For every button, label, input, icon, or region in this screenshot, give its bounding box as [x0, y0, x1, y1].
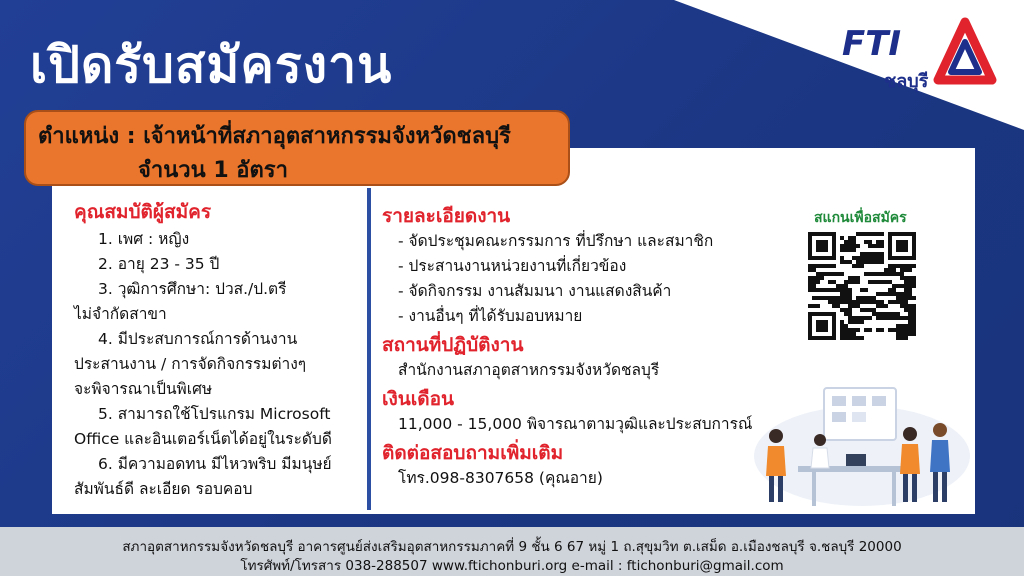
workplace-text: สำนักงานสภาอุตสาหกรรมจังหวัดชลบุรี: [398, 361, 660, 379]
office-illustration: [752, 370, 970, 510]
qualification-item: ไม่จำกัดสาขา: [74, 305, 167, 323]
qualification-item: Office และอินเตอร์เน็ตได้อยู่ในระดับดี: [74, 430, 332, 448]
workplace-heading: สถานที่ปฏิบัติงาน: [382, 334, 524, 356]
logo-subtext: ชลบุรี: [884, 71, 929, 92]
qualifications-section: [74, 200, 364, 502]
qualifications-heading: คุณสมบัติผู้สมัคร: [74, 201, 212, 223]
logo-text: FTI: [842, 24, 902, 64]
footer-address: สภาอุตสาหกรรมจังหวัดชลบุรี อาคารศูนย์ส่งเสริมอุตสาหกรรมภาคที่ 9 ชั้น 6 67 หมู่ 1 ถ.สุขุมวิท ต.เสม็ด อ.เมืองชลบุรี จ.ชลบุรี 20000: [122, 539, 902, 555]
qualification-item: จะพิจารณาเป็นพิเศษ: [74, 380, 213, 398]
qualification-item: 6. มีความอดทน มีไหวพริบ มีมนุษย์: [98, 455, 332, 473]
job-detail-item: - จัดกิจกรรม งานสัมมนา งานแสดงสินค้า: [398, 282, 672, 300]
job-details-section: [382, 200, 762, 491]
job-detail-item: - ประสานงานหน่วยงานที่เกี่ยวข้อง: [398, 257, 627, 275]
qr-label: สแกนเพื่อสมัคร: [814, 210, 907, 226]
job-detail-item: - งานอื่นๆ ที่ได้รับมอบหมาย: [398, 307, 583, 325]
column-divider: [367, 188, 371, 510]
footer-contact: โทรศัพท์/โทรสาร 038-288507 www.ftichonburi.org e-mail : ftichonburi@gmail.com: [240, 558, 784, 574]
contact-heading: ติดต่อสอบถามเพิ่มเติม: [382, 442, 564, 464]
qualification-item: 4. มีประสบการณ์การด้านงาน: [98, 330, 298, 348]
logo-triangle-icon: [932, 16, 998, 88]
job-details-heading: รายละเอียดงาน: [382, 205, 511, 227]
salary-text: 11,000 - 15,000 พิจารณาตามวุฒิและประสบการณ์: [398, 415, 753, 433]
salary-heading: เงินเดือน: [382, 388, 454, 410]
qualification-item: ประสานงาน / การจัดกิจกรรมต่างๆ: [74, 355, 307, 373]
qualification-item: สัมพันธ์ดี ละเอียด รอบคอบ: [74, 480, 253, 498]
qualification-item: 2. อายุ 23 - 35 ปี: [98, 255, 220, 273]
job-detail-item: - จัดประชุมคณะกรรมการ ที่ปรึกษา และสมาชิก: [398, 232, 714, 250]
qualification-item: 3. วุฒิการศึกษา: ปวส./ป.ตรี: [98, 280, 287, 298]
position-count: จำนวน 1 อัตรา: [138, 158, 288, 183]
footer: [0, 527, 1024, 576]
fti-logo: [832, 12, 1002, 96]
qualification-item: 5. สามารถใช้โปรแกรม Microsoft: [98, 405, 331, 423]
qualification-item: 1. เพศ : หญิง: [98, 230, 190, 248]
position-title: ตำแหน่ง : เจ้าหน้าที่สภาอุตสาหกรรมจังหวัดชลบุรี: [38, 124, 511, 149]
position-banner: [24, 110, 570, 186]
contact-text: โทร.098-8307658 (คุณอาย): [398, 469, 603, 487]
page-title: เปิดรับสมัครงาน: [30, 36, 393, 94]
qr-code[interactable]: [808, 232, 916, 340]
